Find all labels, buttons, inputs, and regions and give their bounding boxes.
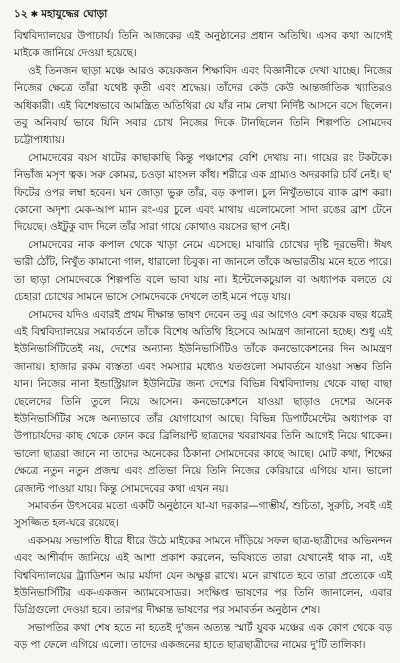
paragraph: সোমদেবের বয়স ষাটের কাছাকাছি কিন্তু পঞ্চাশের বেশি দেখায় না। গায়ের রং টকটকে। নিভাঁজ মসৃণ ত্বক। সরু কোমর, চওড়া মাংসল কাঁধ। শরীরে এক গ্রাম্যও অদরকারি চর্বি নেই। ছ' ফিটের ওপর লম্বা হবেন। ঘন জোড়া ভুরু তাঁর, বড় কপাল। চুল নিখুঁতভাবে ব্যাক ব্রাশ করা। কোনো অদৃশ্য মেক-আপ ম্যান রং-এর চুলে এবং মাথায় এলোমেলো সাদা রঙের ব্রাশ টেনে দিয়েছে। ওইটুকু বাদ দিলে তাঁর সারা গায়ে কোথাও বয়সের ছাপ নেই। [14, 151, 392, 234]
star-ornament-icon: ✱ [30, 10, 39, 20]
paragraph: সমাবর্তন উৎসবের মতো একটি অনুষ্ঠানে যা-যা দরকার—গাম্ভীর্য, শুচিতা, সুরুচি, সবই এই সুসজ্জিত হল-ঘরে রয়েছে। [14, 499, 392, 530]
paragraph: বিশ্ববিদ্যালয়ের উপাচার্য। তিনি আজকের এই অনুষ্ঠানের প্রধান অতিথি। এসব কথা আগেই মাইকে জানিয়ে দেওয়া হয়েছে। [14, 30, 392, 60]
paragraph: একসময় সভাপতি ধীরে ধীরে উঠে মাইকের সামনে দাঁড়িয়ে সফল ছাত্র-ছাত্রীদের অভিনন্দন এবং আশীর্বাদ জানিয়ে এই আশা প্রকাশ করলেন, ভবিষ্যতে তারা যেখানেই থাক না, এই বিশ্ববিদ্যালয়ের ট্র্যাডিশন আর মর্যাদা যেন অক্ষুণ্ণ রাখে। মনে রাখাতে হবে তারা প্রত্যেকে এই ইউনিভার্সিটির এক-একজন অ্যামবেসাডর। সংক্ষিপ্ত ভাষণের পর তিনি জানালেন, এবার ডিগ্রিগুলো দেওয়া হবে। তারপর দীক্ষান্ত ভাষণের পর সমাবর্তন অনুষ্ঠান শেষ। [14, 534, 392, 617]
page-body [14, 28, 392, 655]
paragraph: সভাপতির কথা শেষ হতে না হতেই দু'জন অত্যন্ত স্মার্ট যুবক মঞ্চের এক কোণ থেকে বড় বড় পা ফেলে এগিয়ে এলো। তাদের একজনের হাতে ছাত্রছাত্রীদের নামের দু'টি তালিকা। [14, 621, 392, 652]
page-number: ১২ [14, 7, 28, 20]
book-title: মহাযুদ্ধের ঘোড়া [41, 7, 108, 20]
paragraph: সোমদেবের নাক কপাল থেকে খাড়া নেমে এসেছে। মাঝারি চোখের দৃষ্টি দূরভেদী। ঈষৎ ভারী ঠোঁট, নিখুঁত কামানো গাল, ধারালো চিবুক। না জানলে তাঁকে অভারতীয় মনে হতে পারে। তা ছাড়া সোমদেবকে শিল্পপতি বলে ভাবা যায় না। ইন্টেলেকচুয়াল বা অধ্যাপক বলতে যে চেহারা চোখের সামনে ভাসে সোমদেবকে দেখলে তাই মনে পড়ে যায়। [14, 238, 392, 304]
paragraph: ওই তিনজন ছাড়া মঞ্চে আরও কয়েকজন শিক্ষাবিদ এবং বিজ্ঞানীকে দেখা যাচ্ছে। নিজের নিজের ক্ষেত্রে তাঁরা যথেষ্ট কৃতী এবং শ্রদ্ধেয়। তাঁদের কেউ কেউ আন্তর্জাতিক খ্যাতিরও অধিকারী। এই বিশেষভাবে আমন্ত্রিত অতিথিরা যে যাঁর নাম লেখা নির্দিষ্ট আসনে বসে ছিলেন। তবু অনিবার্য ভাবে যিনি সবার চোখ নিজের দিকে টানছিলেন তিনি শিল্পপতি সোমদেব চট্টোপাধ্যায়। [14, 64, 392, 147]
paragraph: সোমদেব যদিও এবারই প্রথম দীক্ষান্ত ভাষণ দেবেন তবু এর আগেও বেশ কয়েক বছর ধরেই এই বিশ্ববিদ্যালয়ের সমাবর্তনে তাঁকে বিশেষ অতিথি হিসেবে আমন্ত্রণ জানানো হচ্ছে। শুধু এই ইউনিভার্সিটিতেই নয়, দেশের অন্যান্য ইউনিভার্সিটিও তাঁকে কনভোকেশনের দিন আমন্ত্রণ জানায়। হাজার রকম ব্যস্ততা এবং সমস্যার মধ্যেও যতগুলো সমাবর্তনে যাওয়া সম্ভব তিনি যান। নিজের নানা ইন্ডাস্ট্রিয়াল ইউনিটের জন্য দেশের বিভিন্ন বিশ্ববিদ্যালয় থেকে বাছা বাছা ছেলেদের তিনি তুলে নিয়ে আসেন। কনভোকেশনে যাওয়া ছাড়াও দেশের অনেক ইউনিভার্সিটির সঙ্গে অন্যভাবে তাঁর যোগাযোগ আছে। বিভিন্ন ডিপার্টমেন্টের অধ্যাপক বা উপাচার্যদের কাছ থেকে ফোন করে ব্রিলিয়ান্ট ছাত্রদের খবরাখবর তিনি আগেই নিয়ে থাকেন। ভালো ছাত্ররা জানে না তাদের অনেকের ঠিকানা সোমদেবের কাছে আছে। মোট কথা, শিক্ষের ক্ষেত্রে নতুন নতুন প্রজন্ম এবং প্রতিভা নিয়ে তিনি নিজের কেরিয়ারে এগিয়ে যান। ভালো রেজাল্ট পাওয়া যায়। কিন্তু সোমদেবের কথা এখন নয়। [14, 308, 392, 495]
page-header [14, 6, 386, 24]
